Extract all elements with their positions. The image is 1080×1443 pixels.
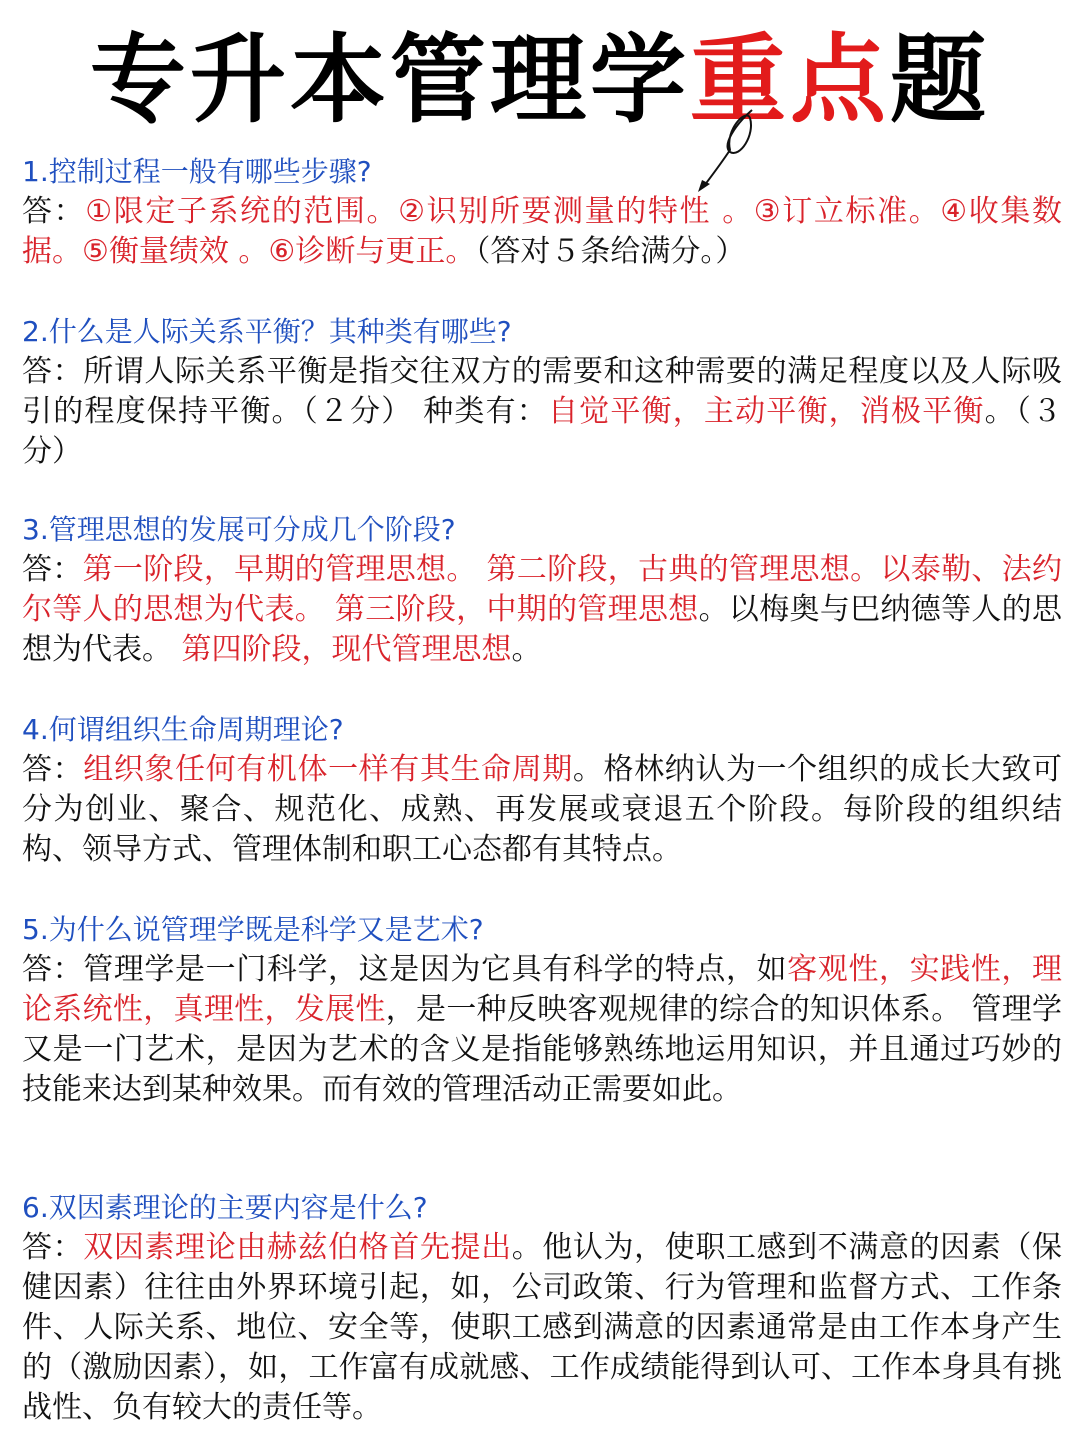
answer-text: 。他认为，使职工感到不满意的因素（保健因素）往往由外界环境引起，如，公司政策、行为管理和监督方式、工作条件、人际关系、地位、安全等，使职工感到满意的因素通常是由工作本身产生的（激励因素），如，工作富有成就感、工作成绩能得到认可、工作本身具有挑战性、负有较大的责任等。 <box>22 1230 1063 1425</box>
answer-text: 答：所谓人际关系平衡是指交往双方的需要和这种需要的满足程度以及人际吸引的程度保持平衡。（２分） 种类有： <box>22 354 1062 429</box>
qa-block-2 <box>22 312 1062 472</box>
question-3: 3.管理思想的发展可分成几个阶段? <box>22 513 456 546</box>
answer-3 <box>22 550 1062 670</box>
question-5: 5.为什么说管理学既是科学又是艺术? <box>22 913 484 946</box>
qa-block-5 <box>22 910 1062 1110</box>
answer-text: 。 <box>511 632 542 667</box>
answer-text: （答对５条给满分。） <box>475 234 746 269</box>
title-highlight: 重点 <box>690 24 890 136</box>
question-1: 1.控制过程一般有哪些步骤? <box>22 155 372 188</box>
answer-5 <box>22 950 1062 1110</box>
answer-4 <box>22 750 1062 870</box>
answer-highlight: 自觉平衡，主动平衡，消极平衡 <box>547 394 985 429</box>
answer-highlight: 双因素理论由赫兹伯格首先提出 <box>83 1230 512 1265</box>
answer-6 <box>22 1228 1062 1428</box>
qa-block-1 <box>22 152 1062 272</box>
qa-block-6 <box>22 1188 1062 1428</box>
qa-block-4 <box>22 710 1062 870</box>
answer-text: 答：管理学是一门科学，这是因为它具有科学的特点，如 <box>22 952 788 987</box>
answer-text: 。（３分） <box>22 394 1063 469</box>
answer-text: 。以梅奥与巴纳德等人的思想为代表。 <box>22 592 1062 667</box>
question-4: 4.何谓组织生命周期理论? <box>22 713 344 746</box>
qa-block-3 <box>22 510 1062 670</box>
answer-highlight: 组织象任何有机体一样有其生命周期 <box>83 752 573 787</box>
answer-text: 答： <box>22 752 84 787</box>
answer-text: 答： <box>22 552 83 587</box>
answer-2 <box>22 352 1062 472</box>
question-6: 6.双因素理论的主要内容是什么? <box>22 1191 428 1224</box>
answer-highlight: ①限定子系统的范围。②识别所要测量的特性 。③订立标准。④收集数据。⑤衡量绩效 。⑥诊断与更正。 <box>22 194 1063 269</box>
answer-highlight: 第一阶段，早期的管理思想。 第二阶段，古典的管理思想。以泰勒、法约尔等人的思想为代表。 第三阶段，中期的管理思想 <box>22 552 1062 627</box>
answer-1 <box>22 192 1062 272</box>
answer-text: 答： <box>22 194 86 229</box>
title-part3: 题 <box>890 24 990 136</box>
answer-highlight: 第四阶段，现代管理思想 <box>181 632 512 667</box>
answer-text: ，是一种反映客观规律的综合的知识体系。 管理学又是一门艺术，是因为艺术的含义是指能够熟练地运用知识，并且通过巧妙的技能来达到某种效果。而有效的管理活动正需要如此。 <box>22 992 1063 1107</box>
page-title <box>0 20 1080 140</box>
answer-highlight: 客观性，实践性，理论系统性，真理性，发展性 <box>22 952 1063 1027</box>
question-2: 2.什么是人际关系平衡？其种类有哪些? <box>22 315 512 348</box>
answer-text: 答： <box>22 1230 84 1265</box>
answer-text: 。格林纳认为一个组织的成长大致可分为创业、聚合、规范化、成熟、再发展或衰退五个阶段。每阶段的组织结构、领导方式、管理体制和职工心态都有其特点。 <box>22 752 1063 867</box>
title-part1: 专升本管理学 <box>90 24 690 136</box>
